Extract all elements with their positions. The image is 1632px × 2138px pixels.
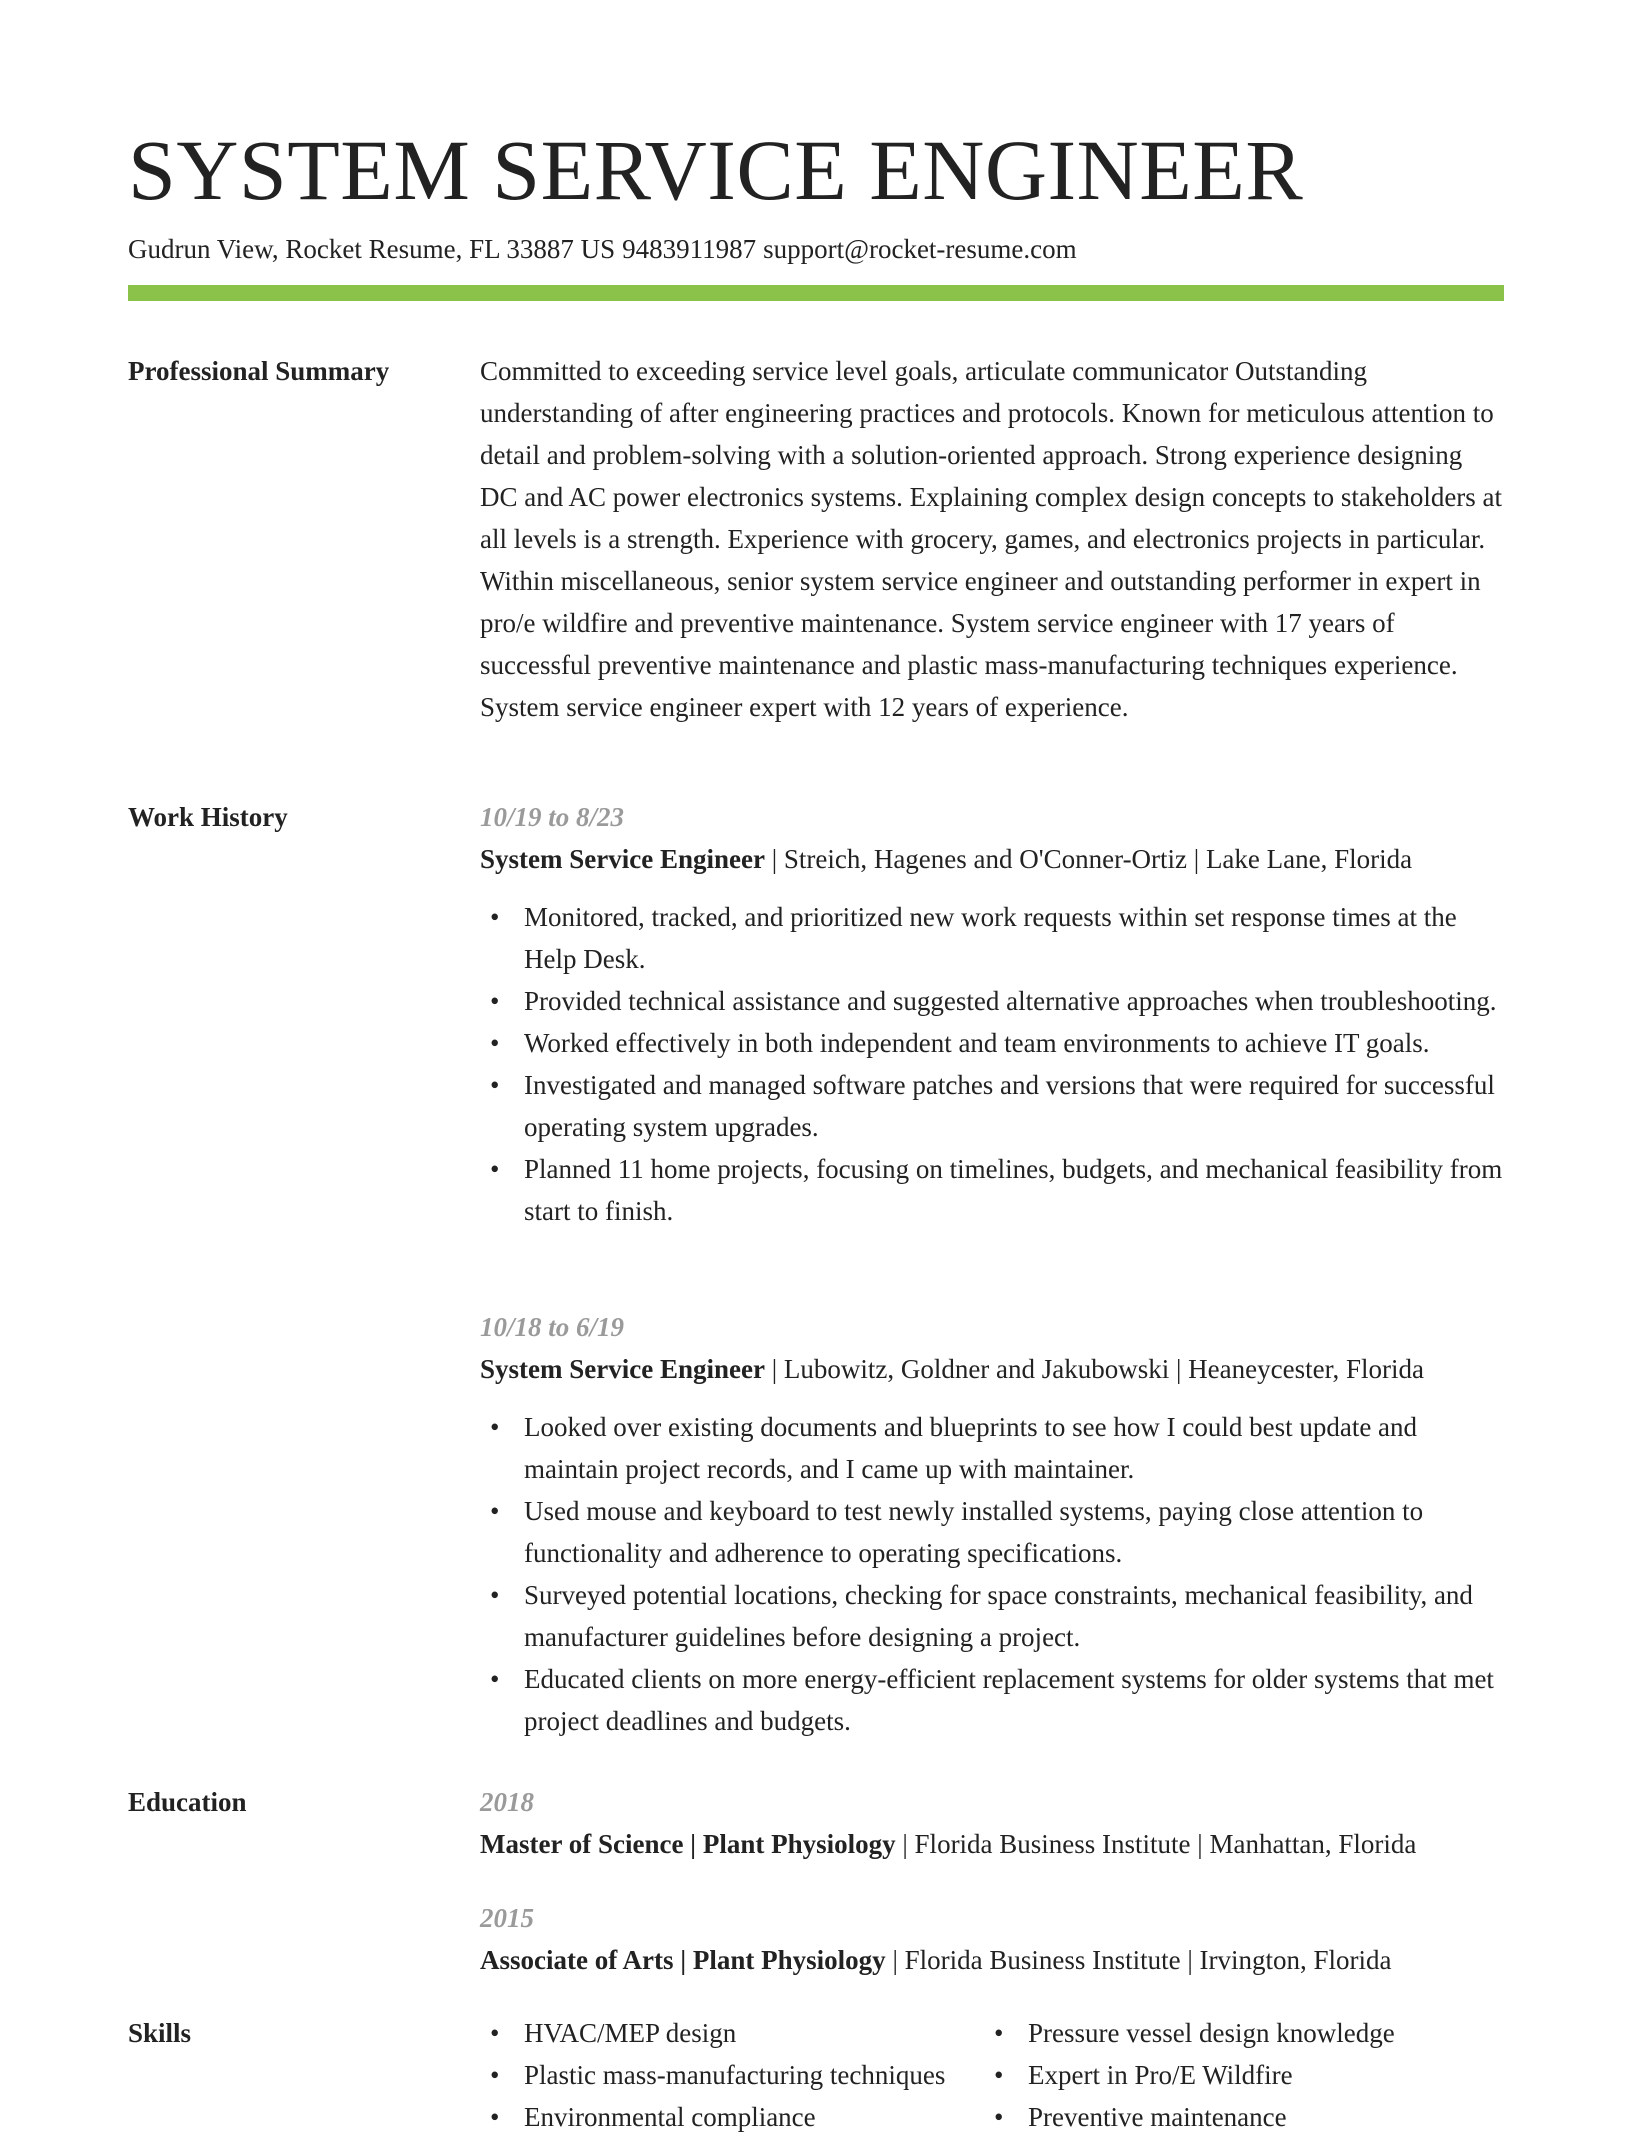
job-dates: 10/19 to 8/23	[480, 802, 625, 832]
job-bullet: • Looked over existing documents and blueprints to see how I could best update and maintain project records, and I came up with maintainer.	[480, 1406, 1504, 1490]
job-role: System Service Engineer	[480, 844, 765, 874]
accent-divider	[128, 285, 1504, 301]
skill-item: • Environmental compliance	[480, 2096, 945, 2138]
job-bullet: • Provided technical assistance and suggested alternative approaches when troubleshooting.	[480, 980, 1504, 1022]
job-bullet: • Monitored, tracked, and prioritized new work requests within set response times at the Help Desk.	[480, 896, 1504, 980]
education-entry	[480, 1781, 1504, 1865]
summary-label: Professional Summary	[128, 356, 390, 386]
email-text: support@rocket-resume.com	[763, 234, 1077, 264]
skill-item: • Pressure vessel design knowledge	[984, 2012, 1395, 2054]
job-bullet: • Used mouse and keyboard to test newly installed systems, paying close attention to functionality and adherence to operating specifications.	[480, 1490, 1504, 1574]
education-degree: Associate of Arts | Plant Physiology	[480, 1945, 886, 1975]
skill-item: • Preventive maintenance	[984, 2096, 1395, 2138]
job-dates: 10/18 to 6/19	[480, 1312, 625, 1342]
phone-text: 9483911987	[622, 234, 757, 264]
job-bullets	[480, 1406, 1504, 1742]
education-line	[480, 1939, 1504, 1981]
education-degree: Master of Science | Plant Physiology	[480, 1829, 896, 1859]
skill-item: • Expert in Pro/E Wildfire	[984, 2054, 1395, 2096]
address-text: Gudrun View, Rocket Resume, FL 33887 US	[128, 234, 616, 264]
job-details: | Lubowitz, Goldner and Jakubowski | Heaneycester, Florida	[764, 1354, 1424, 1384]
summary-text: Committed to exceeding service level goals, articulate communicator Outstanding understanding of after engineering practices and protocols. Known for meticulous attention to detail and problem-solving with a solution-oriented approach. Strong experience designing DC and AC power electronics systems. Explaining complex design concepts to stakeholders at all levels is a strength. Experience with grocery, games, and electronics projects in particular. Within miscellaneous, senior system service engineer and outstanding performer in expert in pro/e wildfire and preventive maintenance. System service engineer with 17 years of successful preventive maintenance and plastic mass-manufacturing techniques experience. System service engineer expert with 12 years of experience.	[480, 356, 1503, 722]
job-entry	[480, 796, 1504, 1232]
skill-item: • Plastic mass-manufacturing techniques	[480, 2054, 945, 2096]
job-title-line	[480, 838, 1504, 880]
skills-column-left	[480, 2012, 945, 2138]
job-bullet: • Educated clients on more energy-efficient replacement systems for older systems that met project deadlines and budgets.	[480, 1658, 1504, 1742]
job-entry	[480, 1306, 1504, 1742]
education-details: | Florida Business Institute | Irvington, Florida	[885, 1945, 1392, 1975]
job-bullet: • Worked effectively in both independent and team environments to achieve IT goals.	[480, 1022, 1504, 1064]
education-entry	[480, 1897, 1504, 1981]
contact-line	[128, 230, 1077, 268]
job-bullet: • Planned 11 home projects, focusing on timelines, budgets, and mechanical feasibility from start to finish.	[480, 1148, 1504, 1232]
job-bullets	[480, 896, 1504, 1232]
education-year: 2018	[480, 1787, 534, 1817]
resume-title: SYSTEM SERVICE ENGINEER	[128, 122, 1304, 218]
job-bullet: • Investigated and managed software patches and versions that were required for successful operating system upgrades.	[480, 1064, 1504, 1148]
education-label: Education	[128, 1787, 247, 1817]
job-bullet: • Surveyed potential locations, checking for space constraints, mechanical feasibility, and manufacturer guidelines before designing a project.	[480, 1574, 1504, 1658]
education-details: | Florida Business Institute | Manhattan, Florida	[895, 1829, 1417, 1859]
skills-label: Skills	[128, 2018, 192, 2048]
skills-column-right	[984, 2012, 1395, 2138]
job-details: | Streich, Hagenes and O'Conner-Ortiz | Lake Lane, Florida	[764, 844, 1413, 874]
job-title-line	[480, 1348, 1504, 1390]
education-line	[480, 1823, 1504, 1865]
education-year: 2015	[480, 1903, 534, 1933]
work-history-label: Work History	[128, 802, 288, 832]
skill-item: • HVAC/MEP design	[480, 2012, 945, 2054]
job-role: System Service Engineer	[480, 1354, 765, 1384]
